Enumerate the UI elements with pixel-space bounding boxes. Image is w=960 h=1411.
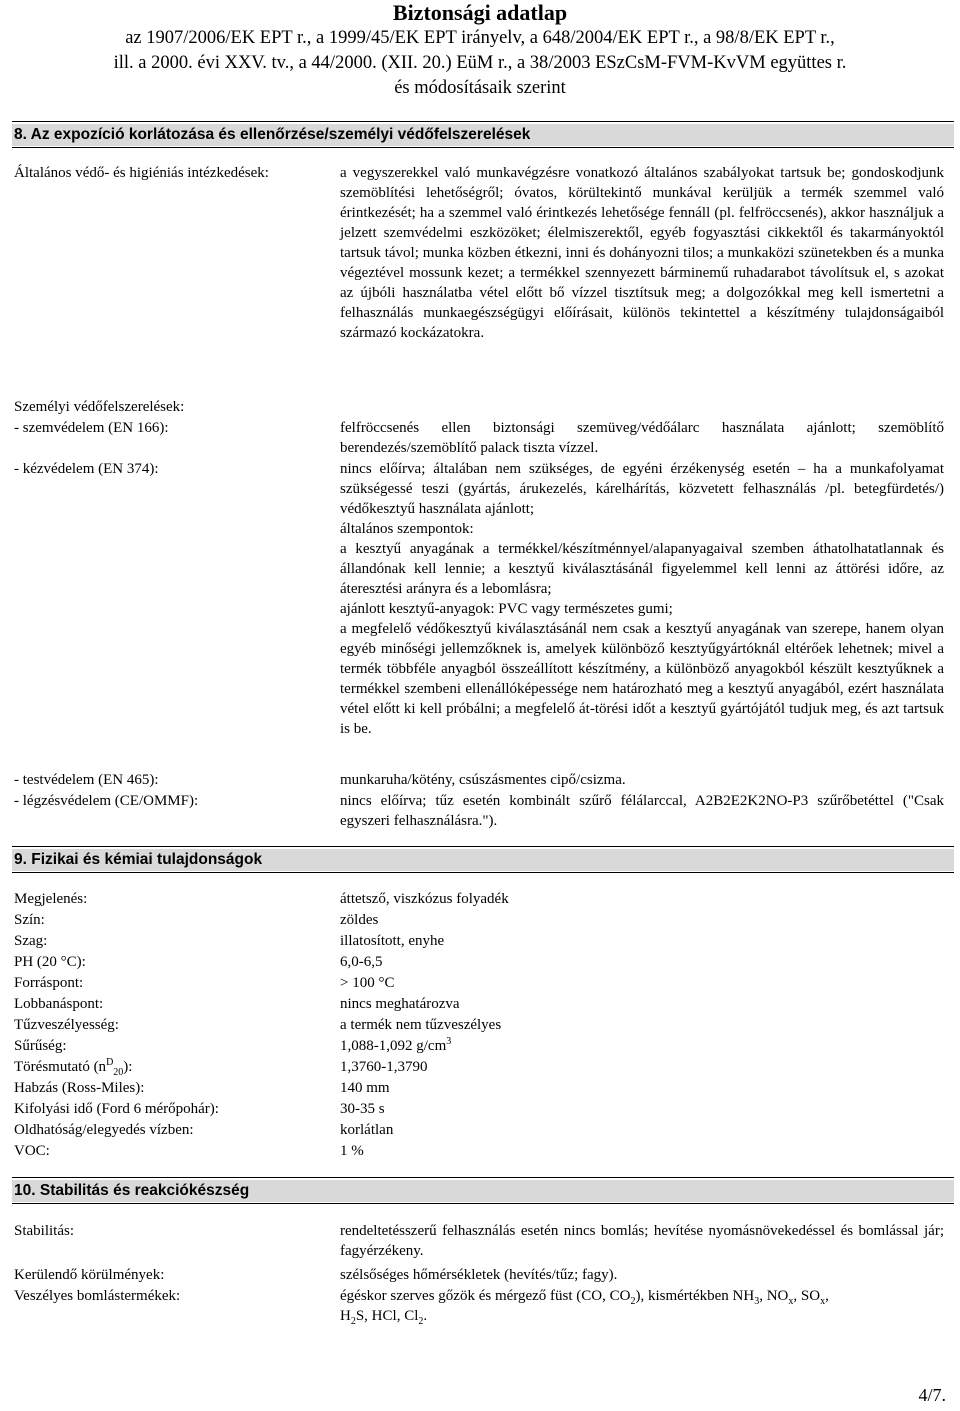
property-name: Tűzveszélyesség: [14,1017,119,1033]
hand-protection-text-4: ajánlott kesztyű-anyagok: PVC vagy természetes gumi; [340,601,673,617]
eye-protection-text: felfröccsenés ellen biztonsági szemüveg/védőálarc használata ajánlott; szemöblítő berendezés/szemöblítő palack tiszta vízzel. [340,420,944,456]
respiratory-protection-label: - légzésvédelem (CE/OMMF): [14,793,199,809]
refractive-index-sub: 20 [113,1067,124,1078]
property-name [14,1057,132,1077]
refractive-index-label: Törésmutató (n [14,1059,107,1075]
conditions-to-avoid-label: Kerülendő körülmények: [14,1267,165,1283]
personal-protection-label: Személyi védőfelszerelések: [14,399,185,415]
document-header [0,0,960,101]
property-name: Habzás (Ross-Miles): [14,1080,145,1096]
regulation-line-3: és módosításaik szerint [394,78,566,98]
property-name: VOC: [14,1143,50,1159]
property-row [14,952,944,973]
hand-protection-text [340,459,944,739]
section-10-heading: 10. Stabilitás és reakciókészség [12,1180,954,1202]
property-row [14,1015,944,1036]
section-10-bottom-rule [12,1203,954,1204]
body-protection-text: munkaruha/kötény, csúszásmentes cipő/csizma. [340,772,626,788]
property-value: áttetsző, viszkózus folyadék [340,891,509,907]
eye-protection-label: - szemvédelem (EN 166): [14,420,169,436]
conditions-to-avoid-text: szélsőséges hőmérsékletek (hevítés/tűz; fagy). [340,1267,618,1283]
respiratory-protection-text: nincs előírva; tűz esetén kombinált szűrő félálarccal, A2B2E2K2NO-P3 szűrőbetéttel ("Csak egyszeri felhasználásra."). [340,793,944,829]
refractive-index-sup: D [106,1057,114,1068]
decomp-sub: 2 [630,1296,636,1307]
decomp-part: ), kismértékben NH [635,1288,755,1304]
body-protection-label: - testvédelem (EN 465): [14,772,159,788]
hand-protection-text-3: a kesztyű anyagának a termékkel/készítménnyel/alapanyagaival szemben áthatolhatatlannak és állandónak kell lennie; a kesztyű kiválasztásánál figyelemmel kell lenni az áttörési időre, az áteresztési arányra és a lebomlásra; [340,541,944,597]
regulation-line-2: ill. a 2000. évi XXV. tv., a 44/2000. (XII. 20.) EüM r., a 38/2003 ESzCsM-FVM-KvVM együttes r. [113,53,847,73]
property-row [14,1099,944,1120]
decomp-sub: x [788,1296,794,1307]
section-9-heading: 9. Fizikai és kémiai tulajdonságok [12,849,954,871]
property-name: Oldhatóság/elegyedés vízben: [14,1122,194,1138]
property-value: nincs meghatározva [340,996,460,1012]
property-row [14,889,944,910]
section-8-heading: 8. Az expozíció korlátozása és ellenőrzése/személyi védőfelszerelések [12,124,954,146]
decomposition-products-text [340,1286,944,1326]
property-row [14,1078,944,1099]
section-9-top-rule [12,846,954,847]
property-name: Szag: [14,933,48,949]
property-name: Kifolyási idő (Ford 6 mérőpohár): [14,1101,219,1117]
property-value [340,1036,451,1056]
property-value: illatosított, enyhe [340,933,445,949]
property-row [14,973,944,994]
regulation-line-1: az 1907/2006/EK EPT r., a 1999/45/EK EPT irányelv, a 648/2004/EK EPT r., a 98/8/EK EPT r., [125,28,835,48]
property-value: > 100 °C [340,975,395,991]
decomp-sub: 3 [754,1296,760,1307]
property-name: Sűrűség: [14,1038,67,1054]
property-value: zöldes [340,912,379,928]
decomposition-products-label: Veszélyes bomlástermékek: [14,1288,181,1304]
decomp-sub: x [820,1296,826,1307]
document-title: Biztonsági adatlap [392,0,568,25]
refractive-index-tail: ): [123,1059,133,1075]
section-9-bottom-rule [12,872,954,873]
property-row [14,910,944,931]
decomp-part: , SO [793,1288,821,1304]
decomp-part: S, HCl, Cl [355,1308,419,1324]
property-name: Szín: [14,912,45,928]
hand-protection-text-5: a megfelelő védőkesztyű kiválasztásánál nem csak a kesztyű anyagának van szerepe, hanem olyan egyéb minőségi jellemzőknek is, amelyek különböző kesztyűgyártóknál eltérőek lehetnek; mivel a termék többféle anyagból összeállított készítmény, a különböző anyagokból készült kesztyűknek a termékkel szembeni ellenállóképessége nem határozható meg a kesztyű anyagából, ezért használata vétel előtt ki kell próbálni; a megfelelő át-törési időt a kesztyű gyártójától tudjuk meg, és azt tartsuk is be. [340,621,944,737]
property-row [14,931,944,952]
decomp-part: , [825,1288,829,1304]
property-row [14,1120,944,1141]
property-value: korlátlan [340,1122,394,1138]
general-measures-label: Általános védő- és higiéniás intézkedések: [14,165,269,181]
hand-protection-text-1: nincs előírva; általában nem szükséges, de egyéni érzékenység esetén – ha a munkafolyamat szükségessé teszi (gyártás, árukezelés, kárelhárítás, közvetett felhasználás /pl. betegfürdetés/) védőkesztyű használata ajánlott; [340,461,944,517]
property-value: 30-35 s [340,1101,385,1117]
stability-label: Stabilitás: [14,1223,74,1239]
hand-protection-label: - kézvédelem (EN 374): [14,461,159,477]
decomp-sub: 2 [418,1316,424,1327]
property-value: 1 % [340,1143,364,1159]
page-number: 4/7. [918,1385,946,1405]
density-value: 1,088-1,092 g/cm [340,1038,447,1054]
property-row [14,1036,944,1057]
property-row [14,1057,944,1078]
property-row [14,1141,944,1162]
density-unit-exponent: 3 [446,1036,452,1047]
section-10-top-rule [12,1177,954,1178]
property-name: PH (20 °C): [14,954,86,970]
property-name: Forráspont: [14,975,84,991]
decomp-part: H [340,1308,351,1324]
stability-text: rendeltetésszerű felhasználás esetén nincs bomlás; hevítése nyomásnövekedéssel és bomlással jár; fagyérzékeny. [340,1223,944,1259]
property-name: Lobbanáspont: [14,996,104,1012]
property-value: 140 mm [340,1080,390,1096]
decomp-part: égéskor szerves gőzök és mérgező füst (CO, CO [340,1288,631,1304]
decomp-part: . [423,1308,428,1324]
section-8-top-rule [12,121,954,122]
section-8-bottom-rule [12,147,954,148]
property-name: Megjelenés: [14,891,88,907]
property-row [14,994,944,1015]
general-measures-text: a vegyszerekkel való munkavégzésre vonatkozó általános szabályokat tartsuk be; gondoskodjunk szemöblítési lehetőségről; óvatos, körültekintő munkával kerüljük a termék szemmel való érintkezését; ha a szemmel való érintkezés lehetősége fennáll (pl. felfröccsenés), akkor használjuk a jelzett szemvédelmi eszközöket; élelmiszerektől, egyéb fogyasztási cikkektől és takarmányoktól tartsuk távol; munka közben étkezni, inni és dohányozni tilos; a munkaközi szünetekben és a munka végeztével mossunk kezet; a termékkel szennyezett bárminemű ruhadarabot távolítsuk el, s azokat az újbóli használatba vétel előtt bő vízzel tisztítsuk meg; a dolgozókkal meg kell ismertetni a felhasználás munkaegészségügyi előírásait, különös tekintettel a készítmény tulajdonságaiból származó kockázatokra. [340,165,944,341]
property-value: 1,3760-1,3790 [340,1059,428,1075]
hand-protection-text-2: általános szempontok: [340,521,474,537]
property-value: a termék nem tűzveszélyes [340,1017,502,1033]
property-value: 6,0-6,5 [340,954,383,970]
decomp-sub: 2 [350,1316,356,1327]
decomp-part: , NO [759,1288,789,1304]
